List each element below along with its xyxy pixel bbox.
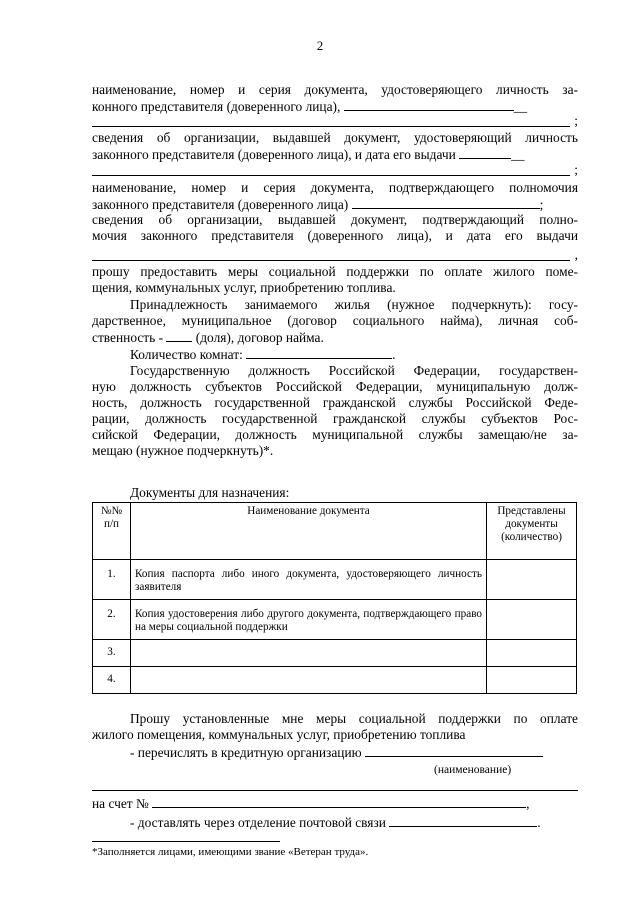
row-count-cell[interactable] — [487, 600, 577, 640]
row-count-cell[interactable] — [487, 560, 577, 600]
row-num: 2. — [93, 600, 131, 640]
text-line-13: щения, коммунальных услуг, приобретению топлива. — [92, 280, 396, 295]
text-line-18: Государственную должность Российской Федерации, государствен- — [130, 363, 578, 378]
row-count-cell[interactable] — [487, 640, 577, 667]
footnote-divider — [92, 841, 280, 842]
table-row — [93, 560, 577, 600]
row-num: 4. — [93, 667, 131, 694]
authority-doc-field[interactable] — [352, 196, 540, 209]
rep-doc-field[interactable] — [344, 98, 514, 111]
rooms-label: Количество комнат: — [130, 347, 243, 362]
text-line-7: наименование, номер и серия документа, подтверждающего полномочия — [92, 180, 578, 195]
request-line-2: жилого помещения, коммунальных услуг, приобретению топлива — [92, 727, 466, 742]
header-num: №№ п/п — [93, 503, 131, 560]
header-name: Наименование документа — [131, 503, 487, 560]
text-line-16 — [92, 329, 578, 346]
text-line-15: дарственное, муниципальное (договор социального найма), личная соб- — [92, 313, 578, 328]
row-num: 1. — [93, 560, 131, 600]
text-line-5 — [92, 146, 578, 163]
text-line-9: сведения об организации, выдавшей документ, подтверждающий полно- — [92, 212, 578, 227]
row-name-cell[interactable] — [131, 667, 487, 694]
account-line — [92, 795, 578, 812]
text-line-14: Принадлежность занимаемого жилья (нужное подчеркнуть): госу- — [130, 297, 578, 312]
header-count: Представлены документы (количество) — [487, 503, 577, 560]
underline — [92, 126, 570, 127]
text-line-1: наименование, номер и серия документа, удостоверяющего личность за- — [92, 82, 578, 97]
row-name: Копия паспорта либо иного документа, удостоверяющего личность заявителя — [131, 560, 487, 600]
text-line-2-label: конного представителя (доверенного лица), — [92, 99, 341, 114]
rep-org-field-continued[interactable] — [92, 162, 578, 178]
table-row — [93, 667, 577, 694]
text-line-5-end: __ — [511, 147, 525, 162]
account-number-field[interactable] — [152, 795, 526, 808]
rooms-count-field[interactable] — [246, 346, 392, 359]
table-header-row — [93, 503, 577, 560]
footnote: *Заполняется лицами, имеющими звание «Ветеран труда». — [92, 846, 369, 858]
period-mark: . — [392, 347, 396, 362]
text-line-4: сведения об организации, выдавшей документ, удостоверяющий личность — [92, 130, 578, 145]
text-line-23: мещаю (нужное подчеркнуть)*. — [92, 443, 274, 458]
underline — [92, 790, 578, 791]
text-line-21: рации, должность государственной гражданской службы субъектов Рос- — [92, 411, 578, 426]
text-line-8-label: законного представителя (доверенного лица) — [92, 197, 349, 212]
table-row — [93, 640, 577, 667]
text-line-2-end: __ — [513, 99, 528, 114]
post-line — [130, 814, 578, 831]
text-line-22: сийской Федерации, должность муниципальной службы замещаю/не за- — [92, 427, 578, 442]
documents-title: Документы для назначения: — [130, 485, 290, 500]
rep-org-field[interactable] — [459, 146, 511, 159]
name-caption: (наименование) — [434, 764, 512, 776]
text-line-10: мочия законного представителя (доверенного лица), и дата его выдачи — [92, 228, 578, 243]
ownership-options: (доля), договор найма. — [195, 330, 324, 345]
row-count-cell[interactable] — [487, 667, 577, 694]
text-line-20: ность, должность государственной гражданской службы Российской Феде- — [92, 395, 578, 410]
comma-mark: , — [574, 247, 578, 262]
semicolon-mark: ; — [574, 113, 578, 128]
page-number: 2 — [316, 38, 324, 53]
semicolon-mark: ; — [539, 197, 544, 212]
post-office-field[interactable] — [389, 814, 537, 827]
transfer-label: - перечислять в кредитную организацию — [130, 745, 362, 760]
text-line-19: ную должность субъектов Российской Федерации, муниципальную долж- — [92, 379, 578, 394]
transfer-line — [130, 744, 578, 761]
post-end: . — [537, 815, 541, 830]
request-line-1: Прошу установленные мне меры социальной поддержки по оплате — [130, 711, 578, 726]
credit-org-field[interactable] — [365, 744, 543, 757]
credit-org-field-continued[interactable] — [92, 777, 578, 793]
post-label: - доставлять через отделение почтовой связи — [130, 815, 386, 830]
text-line-17 — [130, 346, 578, 363]
authority-org-field[interactable] — [92, 247, 578, 263]
row-name-cell[interactable] — [131, 640, 487, 667]
rep-doc-field-continued[interactable] — [92, 113, 578, 129]
text-line-5-label: законного представителя (доверенного лица), и дата его выдачи — [92, 147, 456, 162]
text-line-8 — [92, 196, 578, 213]
account-label: на счет № — [92, 796, 149, 811]
table-row — [93, 600, 577, 640]
documents-table — [92, 502, 577, 694]
row-name: Копия удостоверения либо другого документа, подтверждающего право на меры социальной поддержки — [131, 600, 487, 640]
text-line-12: прошу предоставить меры социальной поддержки по оплате жилого поме- — [92, 264, 578, 279]
underline — [92, 175, 570, 176]
ownership-label: ственность - — [92, 330, 164, 345]
account-end: , — [526, 796, 530, 811]
underline — [92, 260, 570, 261]
row-num: 3. — [93, 640, 131, 667]
semicolon-mark: ; — [574, 162, 578, 177]
share-field[interactable] — [166, 329, 192, 342]
